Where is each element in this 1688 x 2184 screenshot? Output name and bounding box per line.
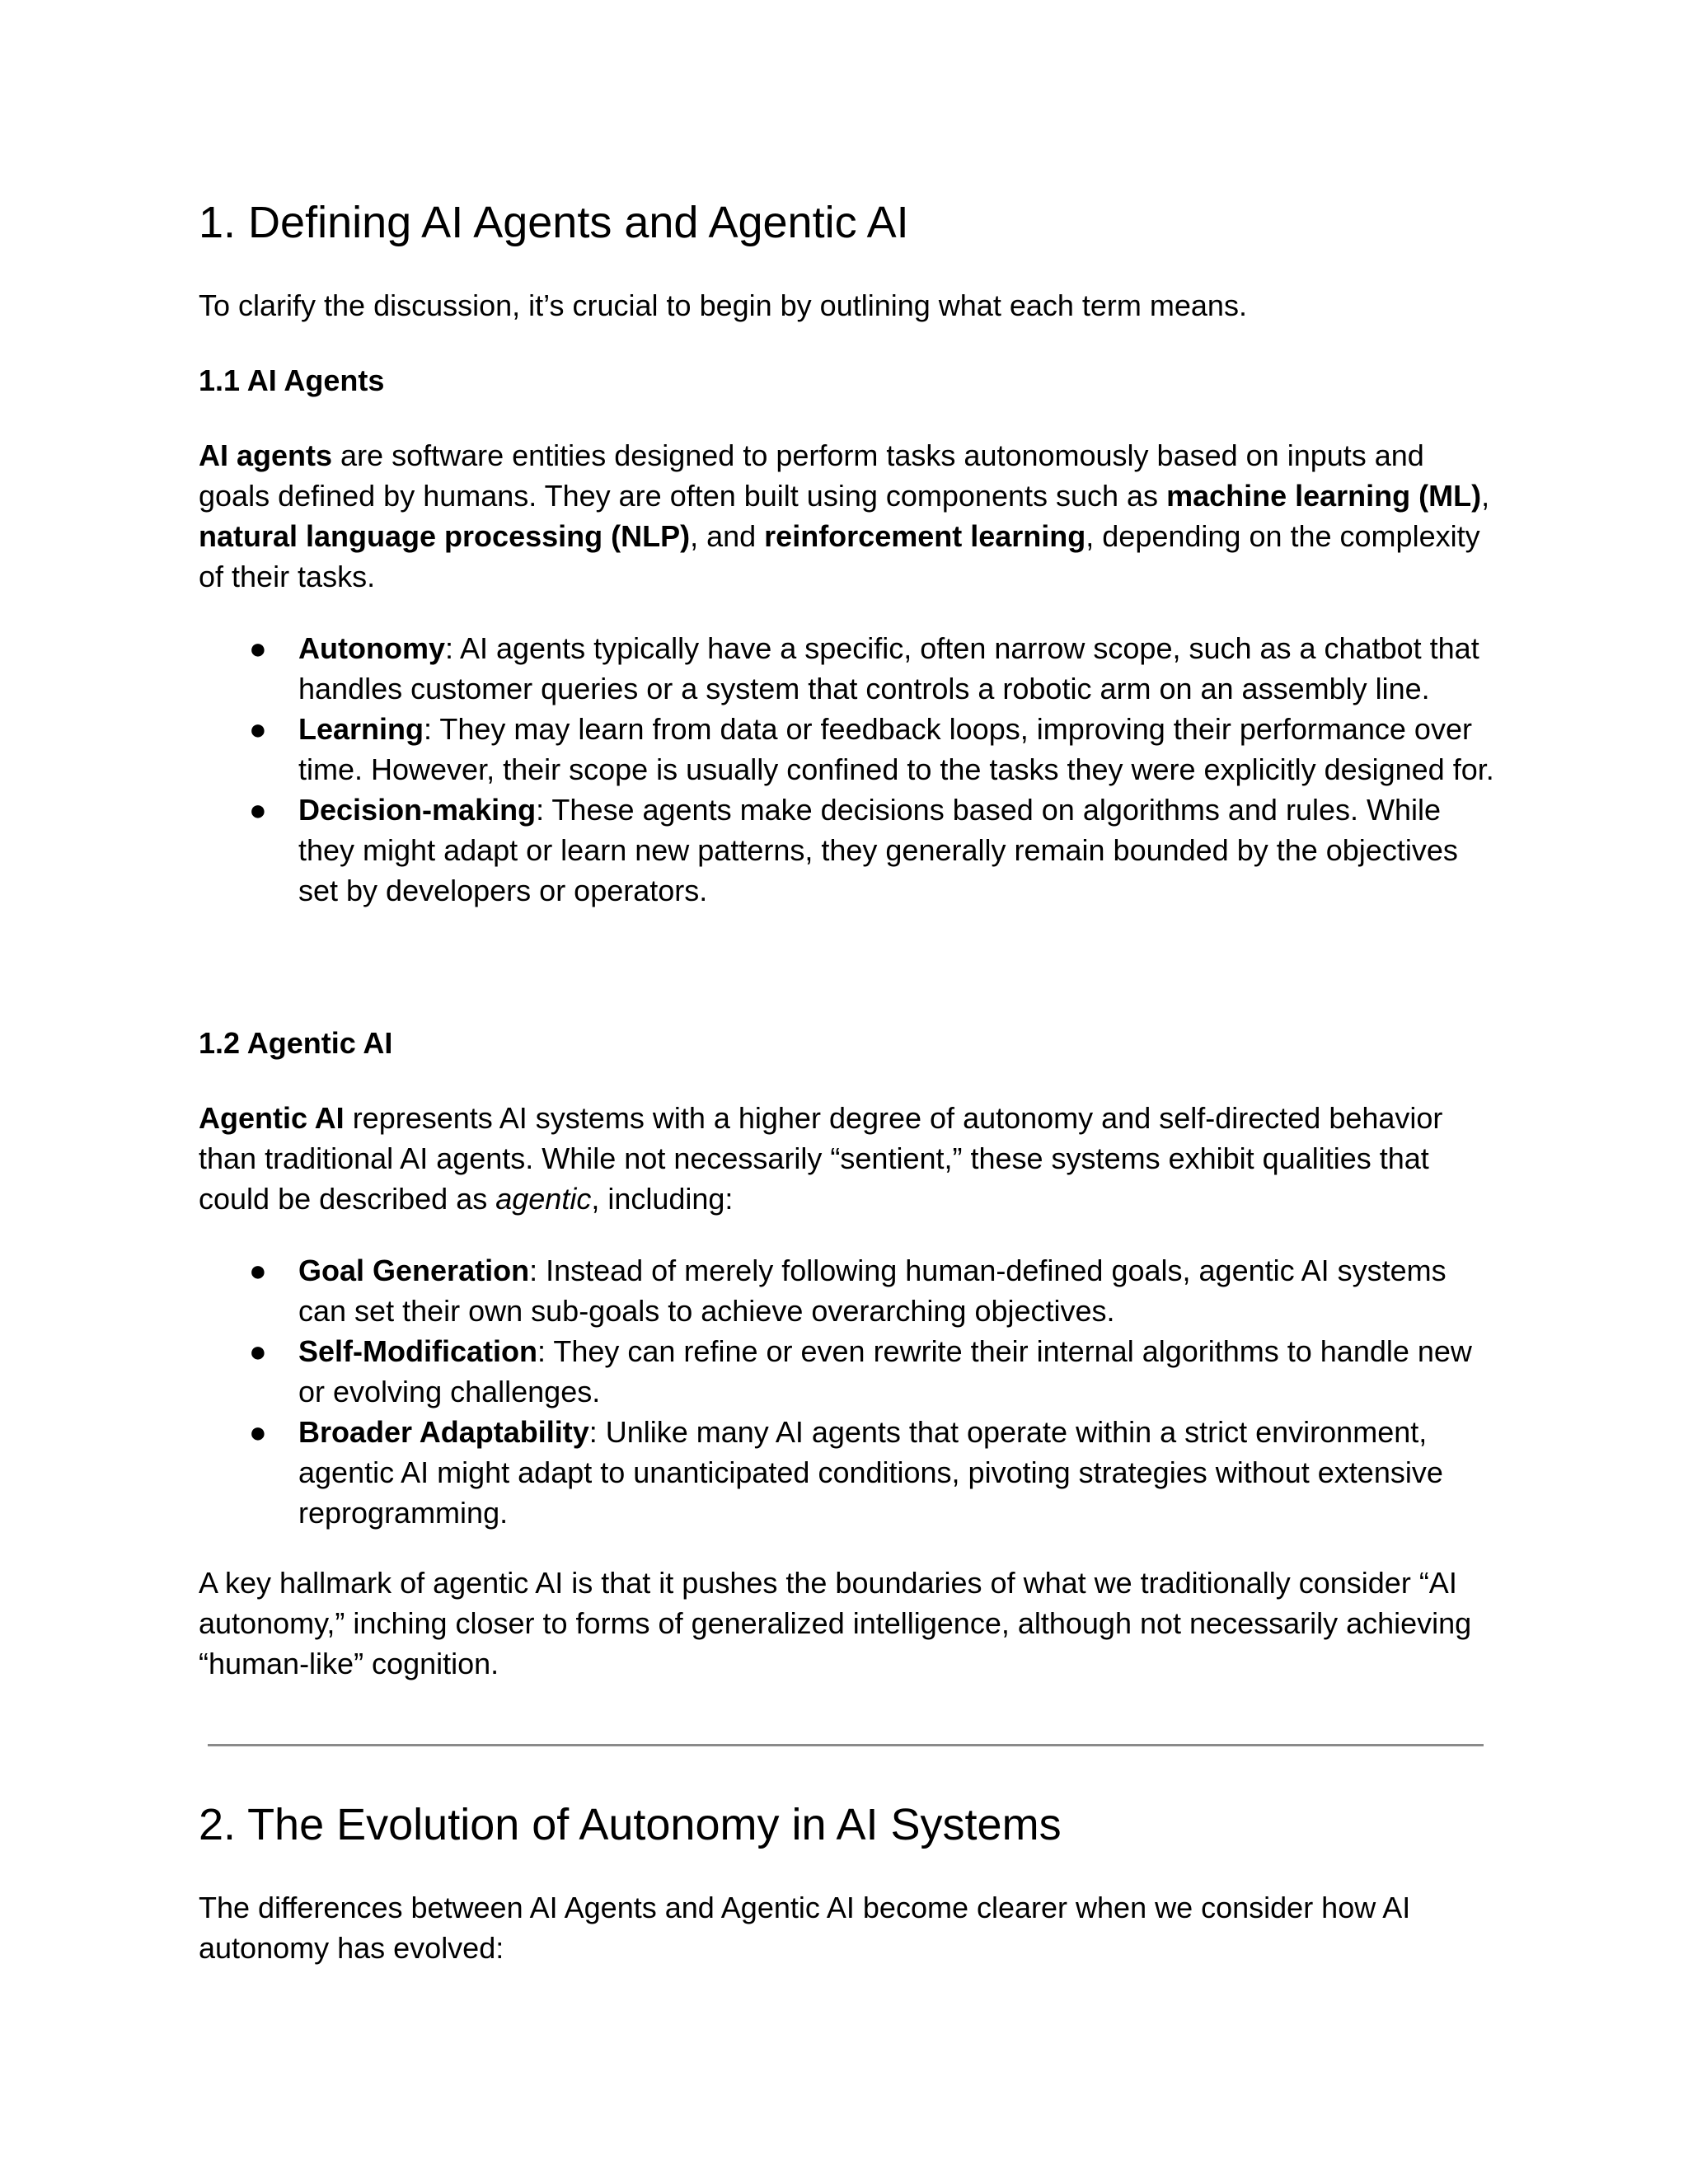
ai-agents-paragraph: AI agents are software entities designed to perform tasks autonomously based on inputs and goals defined by humans. They are often built using components such as machine learning (ML), natural language processing (NLP), and reinforcement learning, depending on the complexity of their tasks. <box>199 438 1490 593</box>
list-item: ● Goal Generation: Instead of merely following human-defined goals, agentic AI systems can set their own sub-goals to achieve overarching objectives. <box>199 1250 1501 1331</box>
list-item: ● Decision-making: These agents make decisions based on algorithms and rules. While they might adapt or learn new patterns, they generally remain bounded by the objectives set by developers or operators. <box>199 790 1501 911</box>
bullet-icon: ● <box>249 793 267 827</box>
ai-agents-bullet-list <box>199 628 1501 911</box>
bullet-icon: ● <box>249 712 267 746</box>
section-1-intro: To clarify the discussion, it’s crucial to begin by outlining what each term means. <box>199 288 1247 322</box>
section-2-heading: 2. The Evolution of Autonomy in AI Systems <box>199 1800 1062 1849</box>
list-item: ● Broader Adaptability: Unlike many AI agents that operate within a strict environment, agentic AI might adapt to unanticipated conditions, pivoting strategies without extensive reprogramming. <box>199 1412 1501 1533</box>
horizontal-divider <box>208 1744 1484 1746</box>
bullet-icon: ● <box>249 1334 267 1368</box>
bullet-icon: ● <box>249 1254 267 1287</box>
subsection-1-2-heading: 1.2 Agentic AI <box>199 1026 393 1060</box>
agentic-ai-bullet-list <box>199 1250 1501 1533</box>
agentic-ai-closing-paragraph: A key hallmark of agentic AI is that it pushes the boundaries of what we traditionally consider “AI autonomy,” inching closer to forms of generalized intelligence, although not necessarily achieving “human-like” cognition. <box>199 1566 1472 1680</box>
list-item: ● Autonomy: AI agents typically have a specific, often narrow scope, such as a chatbot that handles customer queries or a system that controls a robotic arm on an assembly line. <box>199 628 1501 709</box>
list-item: ● Learning: They may learn from data or feedback loops, improving their performance over time. However, their scope is usually confined to the tasks they were explicitly designed for. <box>199 709 1501 790</box>
subsection-1-1-heading: 1.1 AI Agents <box>199 363 385 397</box>
section-2-intro: The differences between AI Agents and Agentic AI become clearer when we consider how AI autonomy has evolved: <box>199 1891 1411 1965</box>
section-1-heading: 1. Defining AI Agents and Agentic AI <box>199 198 909 247</box>
agentic-ai-paragraph: Agentic AI represents AI systems with a higher degree of autonomy and self-directed behavior than traditional AI agents. While not necessarily “sentient,” these systems exhibit qualities that could be described as agentic, including: <box>199 1101 1443 1216</box>
bullet-icon: ● <box>249 1415 267 1449</box>
bullet-icon: ● <box>249 631 267 665</box>
list-item: ● Self-Modification: They can refine or even rewrite their internal algorithms to handle new or evolving challenges. <box>199 1331 1501 1412</box>
